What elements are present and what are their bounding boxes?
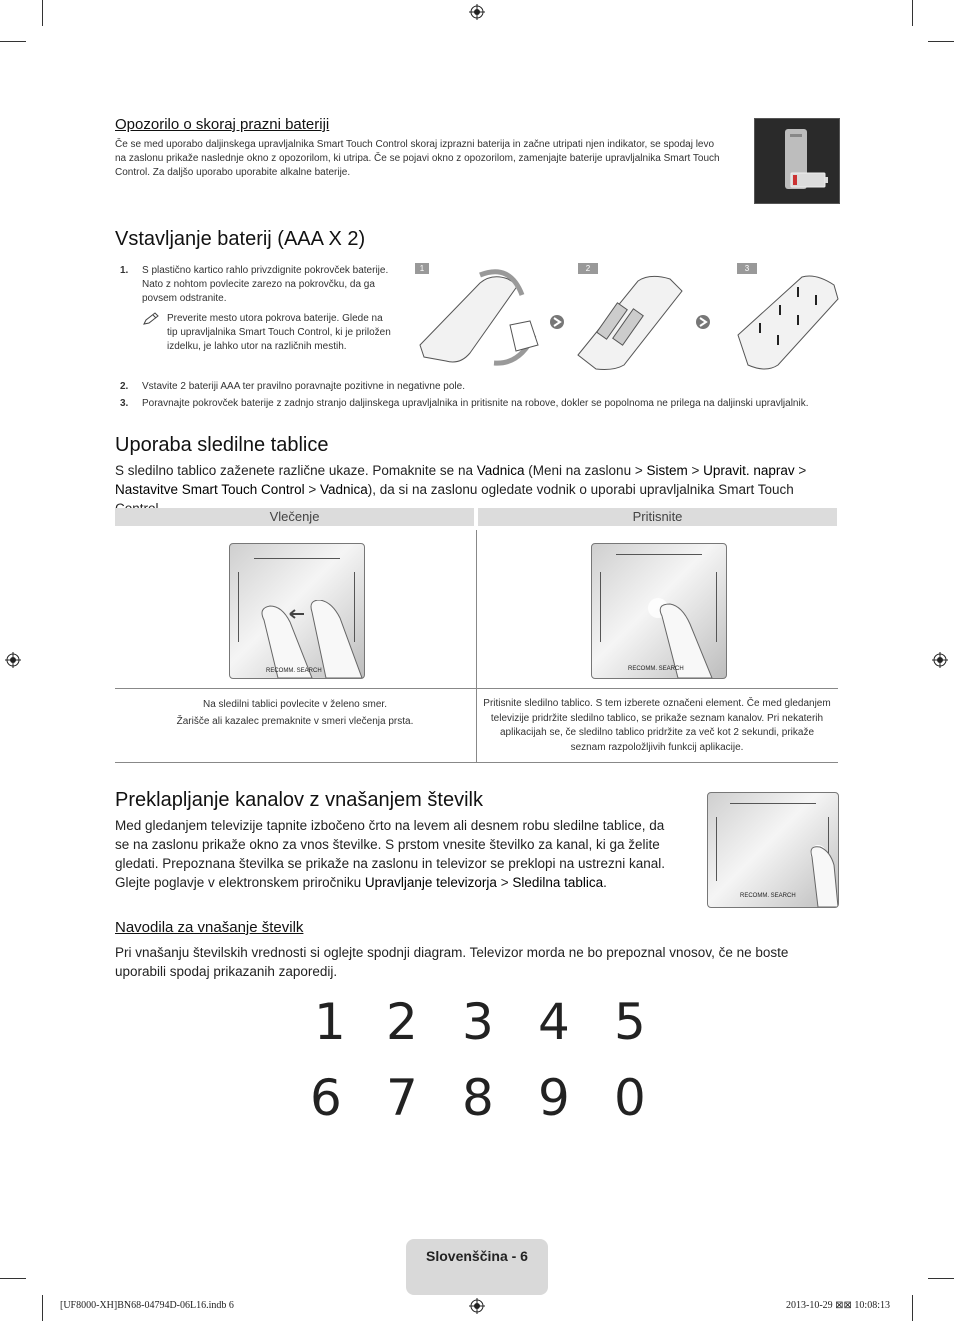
digits-guide-text: Pri vnašanju številskih vrednosti si oglejte spodnji diagram. Televizor morda ne bo prepoznal vnosov, če ne boste uporabili spodaj prikazanih zaporedij. <box>115 945 789 979</box>
digit-stroke-diagram: 5 <box>614 993 646 1051</box>
digit-stroke-diagram: 8 <box>462 1069 494 1127</box>
crop-mark <box>42 1295 43 1321</box>
crop-mark <box>42 0 43 26</box>
table-divider <box>115 688 838 689</box>
registration-mark-icon <box>469 4 485 20</box>
digit-stroke-diagram: 7 <box>386 1069 418 1127</box>
crop-mark <box>928 41 954 42</box>
digit-stroke-diagram: 9 <box>538 1069 570 1127</box>
trackpad-drag-image: RECOMM. SEARCH <box>229 543 365 679</box>
digit-stroke-diagram: 6 <box>310 1069 342 1127</box>
table-divider <box>476 530 477 762</box>
registration-mark-icon <box>932 652 948 668</box>
batteries-heading: Vstavljanje baterij (AAA X 2) <box>115 228 366 250</box>
step-number: 2. <box>120 381 129 392</box>
figure-label: 2 <box>578 263 598 274</box>
low-battery-warning-image <box>754 118 840 204</box>
registration-mark-icon <box>5 652 21 668</box>
step-text: Poravnajte pokrovček baterije z zadnjo stranjo daljinskega upravljalnika in pritisnite na robove, dokler se popolnoma ne prilega na daljinski upravljalnik. <box>142 398 809 409</box>
digits-guide-heading: Navodila za vnašanje številk <box>115 919 304 936</box>
drag-description: Na sledilni tablici povlecite v želeno smer. Žarišče ali kazalec premaknite v smeri vlečenja prsta. <box>176 699 414 727</box>
page-number-tab <box>406 1239 548 1295</box>
digit-stroke-diagram: 3 <box>462 993 494 1051</box>
step-number: 3. <box>120 398 129 409</box>
step-text: Vstavite 2 bateriji AAA ter pravilno poravnajte pozitivne in negativne pole. <box>142 381 465 392</box>
figure-label: 1 <box>415 263 429 274</box>
step-number: 1. <box>120 265 129 276</box>
crop-mark <box>0 41 26 42</box>
table-divider <box>115 762 838 763</box>
note-text: Preverite mesto utora pokrova baterije. Glede na tip upravljalnika Smart Touch Control, ki je priložen izdelku, je lahko utor na različnih mestih. <box>167 313 391 352</box>
digit-stroke-diagram: 1 <box>314 993 346 1051</box>
note-pencil-icon <box>142 312 160 326</box>
channels-text: Med gledanjem televizije tapnite izbočeno črto na levem ali desnem robu sledilne tablice, da se na zaslonu prikaže okno za vnos številke. S prstom vnesite številko za kanal, ki ga želite gledati. Prepoznana številka se prikaže na zaslonu in televizor se preklopi na ustrezni kanal. Glejte poglavje v elektronskem priročniku Upravljanje televizorja > Sledilna tablica. <box>115 818 666 890</box>
footer-file: [UF8000-XH]BN68-04794D-06L16.indb 6 <box>60 1300 234 1311</box>
warning-heading: Opozorilo o skoraj prazni bateriji <box>115 116 330 133</box>
step-text: S plastično kartico rahlo privzdignite pokrovček baterije. Nato z nohtom povlecite zarezo na pokrovčku, da ga povsem odstranite. <box>142 265 389 304</box>
registration-mark-icon <box>469 1298 485 1314</box>
crop-mark <box>928 1278 954 1279</box>
trackpad-intro: S sledilno tablico zaženete različne ukaze. Pomaknite se na Vadnica (Meni na zaslonu > Sistem > Upravit. naprav > Nastavitve Smart Touch Control > Vadnica), da si na zaslonu ogledate vodnik o uporabi upravljalnika Smart Touch <box>115 463 807 497</box>
figure-label: 3 <box>737 263 757 274</box>
digit-stroke-diagram: 0 <box>614 1069 646 1127</box>
digit-stroke-diagram: 4 <box>538 993 570 1051</box>
digit-stroke-diagram: 2 <box>386 993 418 1051</box>
trackpad-press-image: RECOMM. SEARCH <box>591 543 727 679</box>
press-description: Pritisnite sledilno tablico. S tem izberete označeni element. Če med gledanjem televizije pridržite sledilno tablico, se prikaže seznam kanalov. Pri nekaterih aplikacijah se, če sledilno tablico pridržite za več kot 2 sekundi, prikaže seznam razpoložljivih funkcij aplikacije. <box>483 698 831 753</box>
crop-mark <box>0 1278 26 1279</box>
channels-heading: Preklapljanje kanalov z vnašanjem številk <box>115 789 483 811</box>
trackpad-heading: Uporaba sledilne tablice <box>115 434 329 456</box>
footer-date: 2013-10-29 ⊠⊠ 10:08:13 <box>786 1300 890 1311</box>
table-header-drag: Vlečenje <box>115 508 474 526</box>
table-header-press: Pritisnite <box>478 508 837 526</box>
crop-mark <box>912 0 913 26</box>
trackpad-channel-image: RECOMM. SEARCH <box>707 792 839 908</box>
warning-text: Če se med uporabo daljinskega upravljalnika Smart Touch Control skoraj izprazni baterija in začne utripati njen indikator, se spodaj levo na zaslonu prikaže naslednje okno z opozorilom, ki utripa. Če se pojavi okno z opozorilom, zamenjajte baterije upravljalnika Smart Touch Control. Za daljšo uporabo uporabite alkalne baterije. <box>115 139 720 178</box>
page-number: Slovenščina - 6 <box>426 1248 528 1264</box>
battery-insertion-diagram <box>410 265 845 377</box>
crop-mark <box>912 1295 913 1321</box>
